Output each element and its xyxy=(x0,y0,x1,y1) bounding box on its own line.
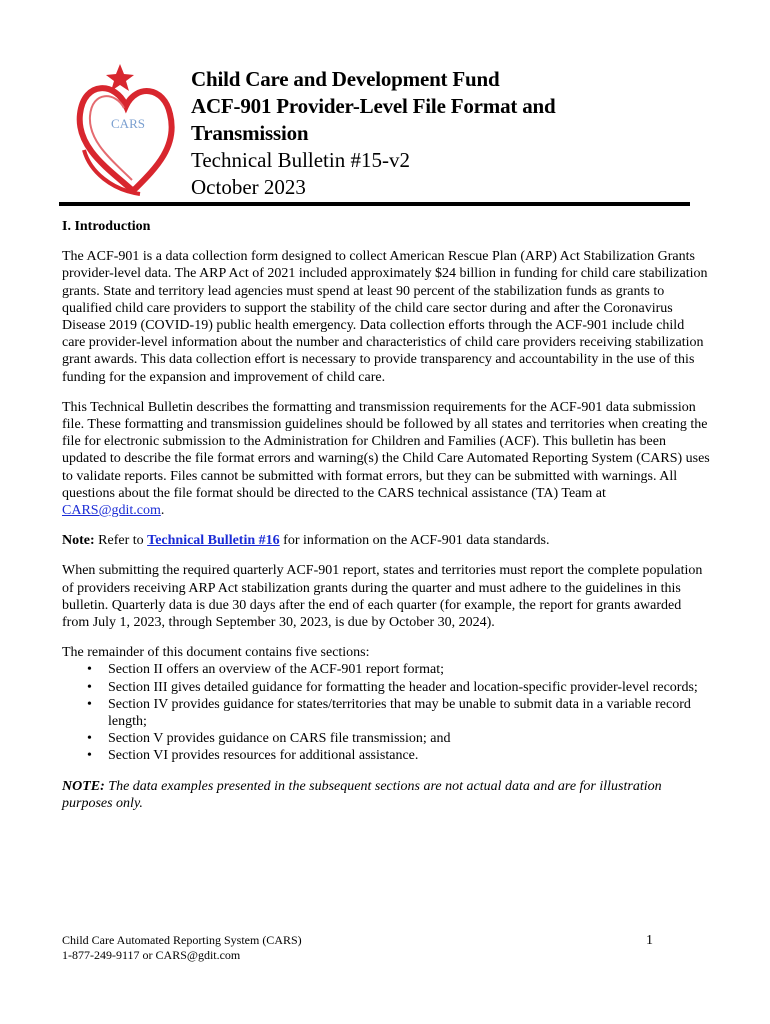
sections-list xyxy=(62,661,710,764)
technical-bulletin-16-link[interactable]: Technical Bulletin #16 xyxy=(147,533,280,549)
cars-email-link[interactable]: CARS@gdit.com xyxy=(62,503,161,519)
list-item-text: Section III gives detailed guidance for formatting the header and location-specific provider-level records; xyxy=(108,679,698,695)
sections-intro: The remainder of this document contains five sections: xyxy=(62,645,370,661)
bulletin-date: October 2023 xyxy=(191,175,306,199)
note-pre-text: Refer to xyxy=(94,533,148,549)
cars-logo xyxy=(70,62,185,202)
document-title-block xyxy=(191,66,691,201)
title-line-1: Child Care and Development Fund xyxy=(191,67,500,91)
intro-paragraph-1: The ACF-901 is a data collection form designed to collect American Rescue Plan (ARP) Act Stabilization Grants provider-level data. The ARP Act of 2021 included approximately $24 billion in funding for child care stabilization grants. State and territory lead agencies must spend at least 90 percent of the stabilization funds as grants to qualified child care providers to support the stability of the child care sector during and after the Coronavirus Disease 2019 (COVID-19) public health emergency. Data collection efforts through the ACF-901 include child care provider-level information about the number and characteristics of child care providers receiving stabilization grant awards. This data collection effort is necessary to provide transparency and accountability in the use of this funding for the expansion and improvement of child care. xyxy=(62,249,708,385)
bullet-icon: • xyxy=(87,662,92,678)
intro-paragraph-2-text: This Technical Bulletin describes the formatting and transmission requirements for the ACF-901 data submission file. These formatting and transmission guidelines should be followed by all states and territories when creating the file for electronic submission to the Administration for Children and Families (ACF). This bulletin has been updated to describe the file format errors and warning(s) the Child Care Automated Reporting System (CARS) uses to validate reports. Files cannot be submitted with format errors, but they can be submitted with warnings. All questions about the file format should be directed to the CARS technical assistance (TA) Team at xyxy=(62,399,710,501)
intro-paragraph-2-end: . xyxy=(160,503,165,519)
section-heading-introduction: I. Introduction xyxy=(62,219,151,234)
bullet-icon: • xyxy=(87,679,92,695)
note2-label: NOTE: xyxy=(62,778,105,794)
note-paragraph xyxy=(62,532,710,549)
footer-org-name: Child Care Automated Reporting System (CARS) xyxy=(62,933,302,947)
list-item xyxy=(87,661,710,678)
title-divider xyxy=(59,202,690,206)
note2-text: The data examples presented in the subsequent sections are not actual data and are for illustration purposes only. xyxy=(62,778,662,811)
document-body xyxy=(62,218,710,825)
bulletin-number: Technical Bulletin #15-v2 xyxy=(191,148,410,172)
footer-contact: 1-877-249-9117 or CARS@gdit.com xyxy=(62,948,241,962)
title-line-2: ACF-901 Provider-Level File Format and xyxy=(191,94,556,118)
logo-text: CARS xyxy=(111,116,145,131)
bullet-icon: • xyxy=(87,731,92,747)
intro-paragraph-4: When submitting the required quarterly ACF-901 report, states and territories must report the complete population of providers receiving ARP Act stabilization grants during the quarter and must adhere to the guidelines in this bulletin. Quarterly data is due 30 days after the end of each quarter (for example, the report for grants awarded from July 1, 2023, through September 30, 2023, is due by October 30, 2024). xyxy=(62,563,703,631)
list-item-text: Section VI provides resources for additional assistance. xyxy=(108,748,419,764)
page-footer xyxy=(62,933,662,963)
bullet-icon: • xyxy=(87,748,92,764)
list-item xyxy=(87,730,710,747)
list-item-text: Section V provides guidance on CARS file transmission; and xyxy=(108,731,451,747)
list-item-text: Section II offers an overview of the ACF-901 report format; xyxy=(108,662,445,678)
note-post-text: for information on the ACF-901 data standards. xyxy=(279,533,550,549)
bullet-icon: • xyxy=(87,696,92,712)
intro-paragraph-2 xyxy=(62,399,710,519)
list-item-text: Section IV provides guidance for states/territories that may be unable to submit data in a variable record length; xyxy=(108,696,691,730)
note-label: Note: xyxy=(62,533,95,549)
list-item xyxy=(87,679,710,696)
title-line-3: Transmission xyxy=(191,121,309,145)
heart-star-logo-icon xyxy=(70,62,185,202)
page-number: 1 xyxy=(646,933,653,948)
list-item xyxy=(87,747,710,764)
list-item xyxy=(87,696,710,730)
data-examples-note xyxy=(62,778,710,812)
